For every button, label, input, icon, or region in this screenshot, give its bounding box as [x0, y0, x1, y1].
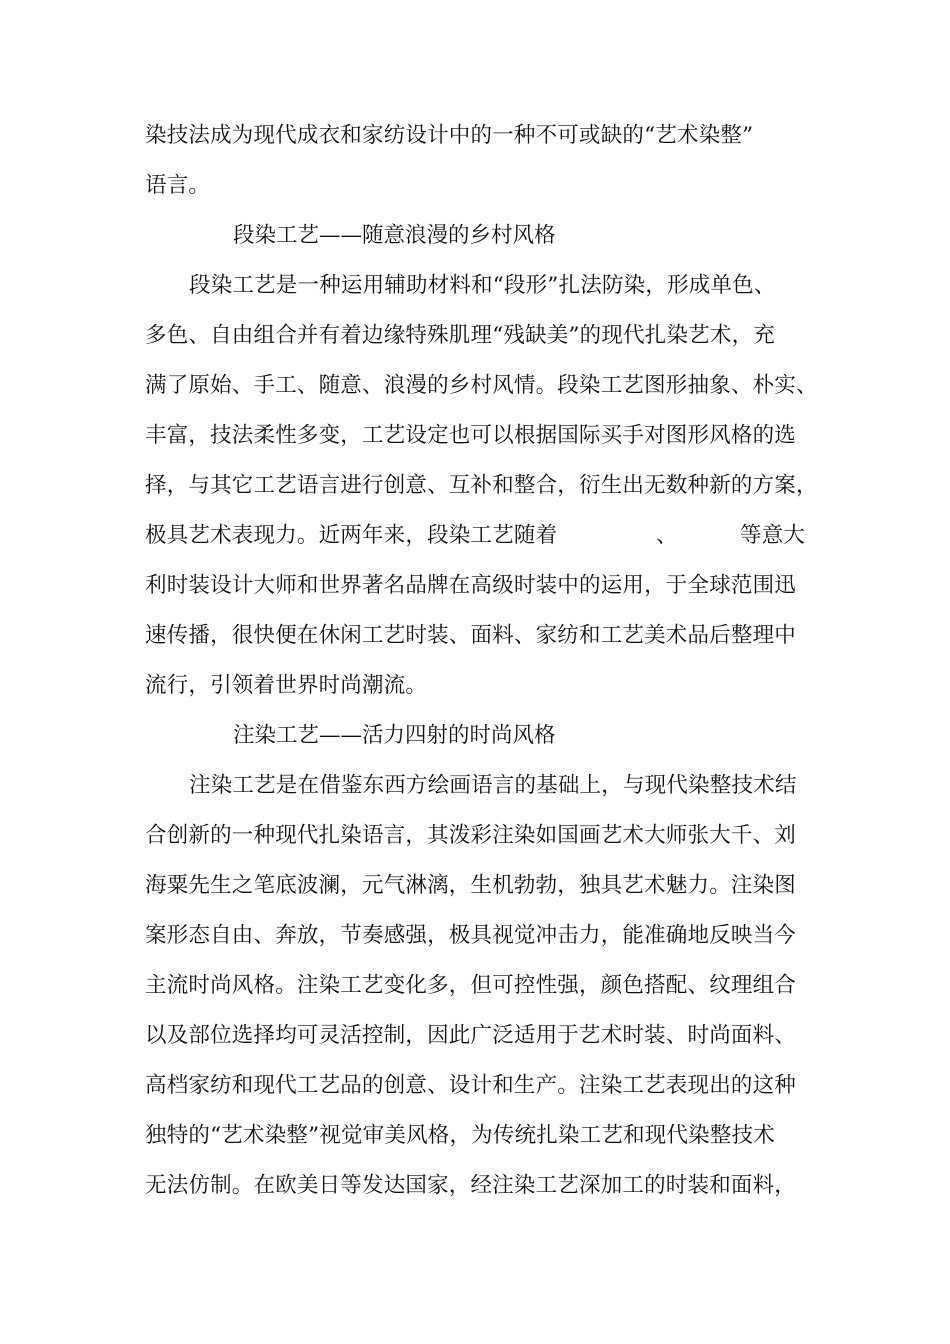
- paragraph-line: 语言。: [145, 173, 211, 198]
- paragraph-line: 流行，引领着世界时尚潮流。: [145, 673, 428, 698]
- paragraph-line: 速传播，很快便在休闲工艺时装、面料、家纺和工艺美术品后整理中: [145, 623, 797, 648]
- paragraph-line: 满了原始、手工、随意、浪漫的乡村风情。段染工艺图形抽象、朴实、: [145, 373, 818, 398]
- paragraph-line: 海粟先生之笔底波澜，元气淋漓，生机勃勃，独具艺术魅力。注染图: [145, 873, 797, 898]
- paragraph-line-split: [145, 521, 557, 551]
- paragraph-line: 独特的“艺术染整”视觉审美风格，为传统扎染工艺和现代染整技术: [145, 1123, 775, 1148]
- paragraph-line: 染技法成为现代成衣和家纺设计中的一种不可或缺的“艺术染整”: [145, 123, 754, 148]
- line-part-1: 极具艺术表现力。近两年来，段染工艺随着: [145, 523, 558, 548]
- paragraph-line: 无法仿制。在欧美日等发达国家，经注染工艺深加工的时装和面料，: [145, 1173, 797, 1198]
- section-heading-zhuran: 注染工艺——活力四射的时尚风格: [233, 723, 556, 748]
- section-heading-duanran: 段染工艺——随意浪漫的乡村风格: [233, 223, 556, 248]
- line-part-3: 等意大: [740, 523, 806, 548]
- paragraph-line: 段染工艺是一种运用辅助材料和“段形”扎法防染，形成单色、: [189, 273, 776, 298]
- paragraph-line: 多色、自由组合并有着边缘特殊肌理“残缺美”的现代扎染艺术，充: [145, 323, 775, 348]
- line-part-2: 、: [656, 523, 678, 548]
- paragraph-line: 择，与其它工艺语言进行创意、互补和整合，衍生出无数种新的方案，: [145, 473, 818, 498]
- paragraph-line: 丰富，技法柔性多变，工艺设定也可以根据国际买手对图形风格的选: [145, 423, 797, 448]
- paragraph-line: 主流时尚风格。注染工艺变化多，但可控性强，颜色搭配、纹理组合: [145, 973, 797, 998]
- paragraph-line: 案形态自由、奔放，节奏感强，极具视觉冲击力，能准确地反映当今: [145, 923, 797, 948]
- paragraph-line: 合创新的一种现代扎染语言，其泼彩注染如国画艺术大师张大千、刘: [145, 823, 797, 848]
- paragraph-line: 高档家纺和现代工艺品的创意、设计和生产。注染工艺表现出的这种: [145, 1073, 797, 1098]
- paragraph-line: 以及部位选择均可灵活控制，因此广泛适用于艺术时装、时尚面料、: [145, 1023, 797, 1048]
- paragraph-line: 利时装设计大师和世界著名品牌在高级时装中的运用，于全球范围迅: [145, 573, 797, 598]
- paragraph-line: 注染工艺是在借鉴东西方绘画语言的基础上，与现代染整技术结: [189, 773, 797, 798]
